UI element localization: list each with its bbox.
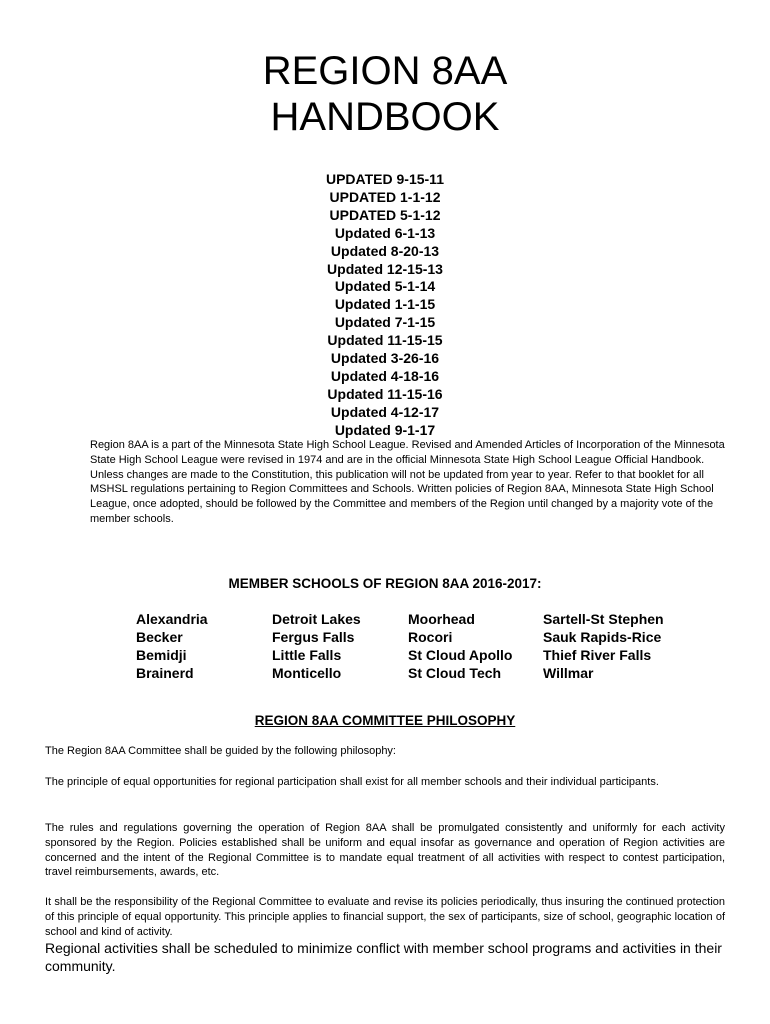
philosophy-closing-paragraph: Regional activities shall be scheduled to minimize conflict with member school programs and activities in their community. — [45, 940, 722, 974]
school-name: Little Falls — [272, 646, 342, 663]
update-entry: Updated 11-15-15 — [327, 332, 443, 349]
school-name: St Cloud Apollo — [408, 646, 513, 663]
update-entry: Updated 12-15-13 — [327, 260, 443, 277]
update-entry: Updated 1-1-15 — [334, 296, 436, 313]
school-column-3 — [408, 611, 512, 683]
update-entry: Updated 6-1-13 — [334, 224, 436, 241]
school-name: Sartell-St Stephen — [543, 611, 664, 627]
philosophy-paragraph: The Region 8AA Committee shall be guided by the following philosophy: — [45, 745, 396, 757]
intro-paragraph: Region 8AA is a part of the Minnesota State High School League. Revised and Amended Articles of Incorporation of the Minnesota State High School League were revised in 1974 and are in the official Minnesota State High School League Official Handbook. Unless changes are made to the Constitution, this publication will not be updated from year to year. Refer to that booklet for all MSHSL regulations pertaining to Region Committees and Schools. Written policies of Region 8AA, Minnesota State High School League, once adopted, should be followed by the Committee and members of the Region until changed by a majority vote of the member schools. — [90, 439, 725, 525]
school-name: Monticello — [272, 664, 342, 681]
school-name: Thief River Falls — [543, 646, 652, 663]
update-entry: Updated 7-1-15 — [334, 314, 436, 331]
update-entry: Updated 4-12-17 — [330, 403, 440, 420]
school-name: Rocori — [408, 628, 453, 645]
school-name: Bemidji — [136, 646, 187, 663]
update-history-list — [235, 171, 535, 440]
update-entry: Updated 5-1-14 — [334, 278, 436, 295]
member-schools-heading: MEMBER SCHOOLS OF REGION 8AA 2016-2017: — [228, 576, 542, 591]
school-column-2 — [272, 611, 361, 683]
school-name: Becker — [136, 628, 183, 645]
update-entry: UPDATED 9-15-11 — [325, 171, 444, 187]
philosophy-paragraph: The principle of equal opportunities for regional participation shall exist for all member schools and their individual participants. — [45, 776, 659, 788]
title-line-2: HANDBOOK — [270, 95, 500, 139]
school-name: Sauk Rapids-Rice — [543, 628, 662, 645]
school-column-1 — [136, 611, 208, 683]
philosophy-paragraph: The rules and regulations governing the operation of Region 8AA shall be promulgated consistently and uniformly for each activity sponsored by the Region. Policies established shall be uniform and equal insofar as governance and operation of Region activities are concerned and the intent of the Regional Committee is to mandate equal treatment of all activities with respect to contest participation, travel reimbursements, awards, etc. — [45, 822, 725, 879]
school-column-4 — [543, 611, 664, 683]
school-name: Moorhead — [408, 611, 475, 627]
update-entry: Updated 8-20-13 — [330, 242, 440, 259]
update-entry: Updated 3-26-16 — [330, 350, 440, 367]
school-name: Alexandria — [136, 611, 208, 627]
title-line-1: REGION 8AA — [262, 49, 508, 93]
update-entry: Updated 9-1-17 — [334, 421, 436, 438]
update-entry: Updated 11-15-16 — [327, 385, 443, 402]
update-entry: Updated 4-18-16 — [330, 367, 440, 384]
school-name: Willmar — [543, 664, 594, 681]
update-entry: UPDATED 1-1-12 — [329, 188, 441, 205]
philosophy-paragraph: It shall be the responsibility of the Regional Committee to evaluate and revise its policies periodically, thus insuring the continued protection of this principle of equal opportunity. This principle applies to financial support, the sex of participants, size of school, geographic location of school and kind of activity. — [45, 896, 725, 938]
member-schools-grid — [0, 611, 770, 691]
school-name: St Cloud Tech — [408, 664, 502, 681]
update-entry: UPDATED 5-1-12 — [329, 206, 441, 223]
school-name: Fergus Falls — [272, 628, 355, 645]
page-title — [0, 48, 770, 140]
philosophy-heading: REGION 8AA COMMITTEE PHILOSOPHY — [254, 713, 516, 728]
school-name: Detroit Lakes — [272, 611, 361, 627]
school-name: Brainerd — [136, 664, 194, 681]
